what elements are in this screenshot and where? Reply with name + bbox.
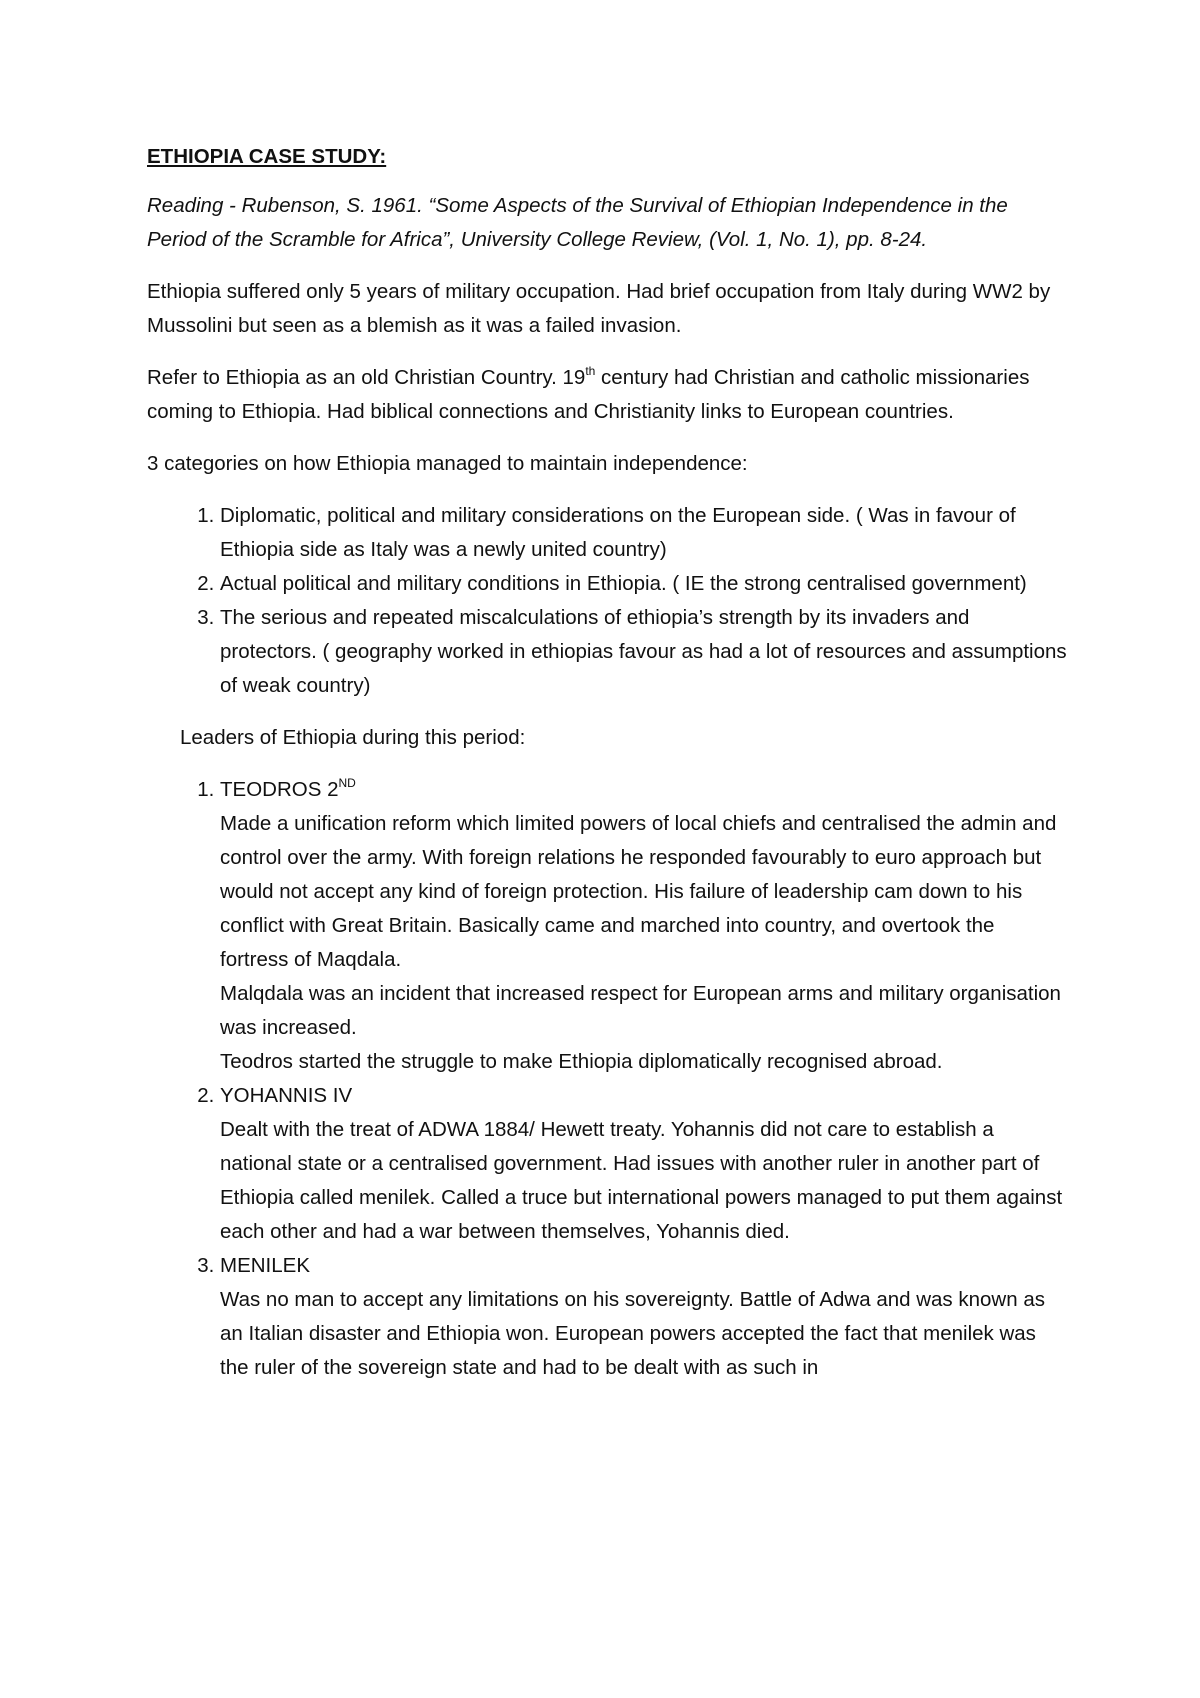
leader-item-teodros: [220, 773, 1067, 1079]
document-title: ETHIOPIA CASE STUDY:: [147, 145, 387, 168]
leader-menilek-text: Was no man to accept any limitations on his sovereignty. Battle of Adwa and was known as an Italian disaster and Ethiopia won. European powers accepted the fact that menilek was the ruler of the sovereign state and had to be dealt with as such in: [220, 1288, 1045, 1379]
category-item: 3. The serious and repeated miscalculations of ethiopia’s strength by its invaders and protectors. ( geography worked in ethiopias favour as had a lot of resources and assumptions of weak country): [220, 601, 1067, 703]
leader-teodros-text: Malqdala was an incident that increased respect for European arms and military organisation was increased.: [220, 982, 1061, 1039]
categories-intro: 3 categories on how Ethiopia managed to maintain independence:: [147, 452, 748, 475]
categories-list: [147, 499, 1067, 703]
paragraph-christian-after: century had Christian and catholic missionaries coming to Ethiopia. Had biblical connections and Christianity links to European countries.: [147, 366, 1030, 423]
leader-teodros-text: Teodros started the struggle to make Ethiopia diplomatically recognised abroad.: [220, 1050, 943, 1073]
leader-yohannis-text: Dealt with the treat of ADWA 1884/ Hewett treaty. Yohannis did not care to establish a national state or a centralised government. Had issues with another ruler in another part of Ethiopia called menilek. Called a truce but international powers managed to put them against each other and had a war between themselves, Yohannis died.: [220, 1118, 1063, 1243]
document-body: [147, 140, 1067, 1385]
paragraph-christian-sup: th: [585, 364, 596, 378]
leader-teodros-text: Made a unification reform which limited powers of local chiefs and centralised the admin and control over the army. With foreign relations he responded favourably to euro approach but would not accept any kind of foreign protection. His failure of leadership cam down to his conflict with Great Britain. Basically came and marched into country, and overtook the fortress of Maqdala.: [220, 812, 1057, 971]
paragraph-occupation: Ethiopia suffered only 5 years of military occupation. Had brief occupation from Italy during WW2 by Mussolini but seen as a blemish as it was a failed invasion.: [147, 280, 1051, 337]
paragraph-christian: [147, 361, 1067, 429]
leader-name-yohannis: 2. YOHANNIS IV: [220, 1084, 353, 1107]
category-item: 2. Actual political and military conditions in Ethiopia. ( IE the strong centralised government): [220, 567, 1067, 601]
leader-item-yohannis: [220, 1079, 1067, 1249]
leader-name-menilek: 3. MENILEK: [220, 1254, 310, 1277]
reading-reference: Reading - Rubenson, S. 1961. “Some Aspects of the Survival of Ethiopian Independence in the Period of the Scramble for Africa”, University College Review, (Vol. 1, No. 1), pp. 8-24.: [147, 194, 1008, 251]
paragraph-christian-before: Refer to Ethiopia as an old Christian Country. 19: [147, 366, 586, 389]
leaders-list: [147, 773, 1067, 1385]
leaders-intro: Leaders of Ethiopia during this period:: [180, 726, 526, 749]
leader-name-teodros: 1. TEODROS 2ND: [220, 776, 356, 801]
category-item: 1. Diplomatic, political and military considerations on the European side. ( Was in favour of Ethiopia side as Italy was a newly united country): [220, 499, 1067, 567]
leader-item-menilek: [220, 1249, 1067, 1385]
